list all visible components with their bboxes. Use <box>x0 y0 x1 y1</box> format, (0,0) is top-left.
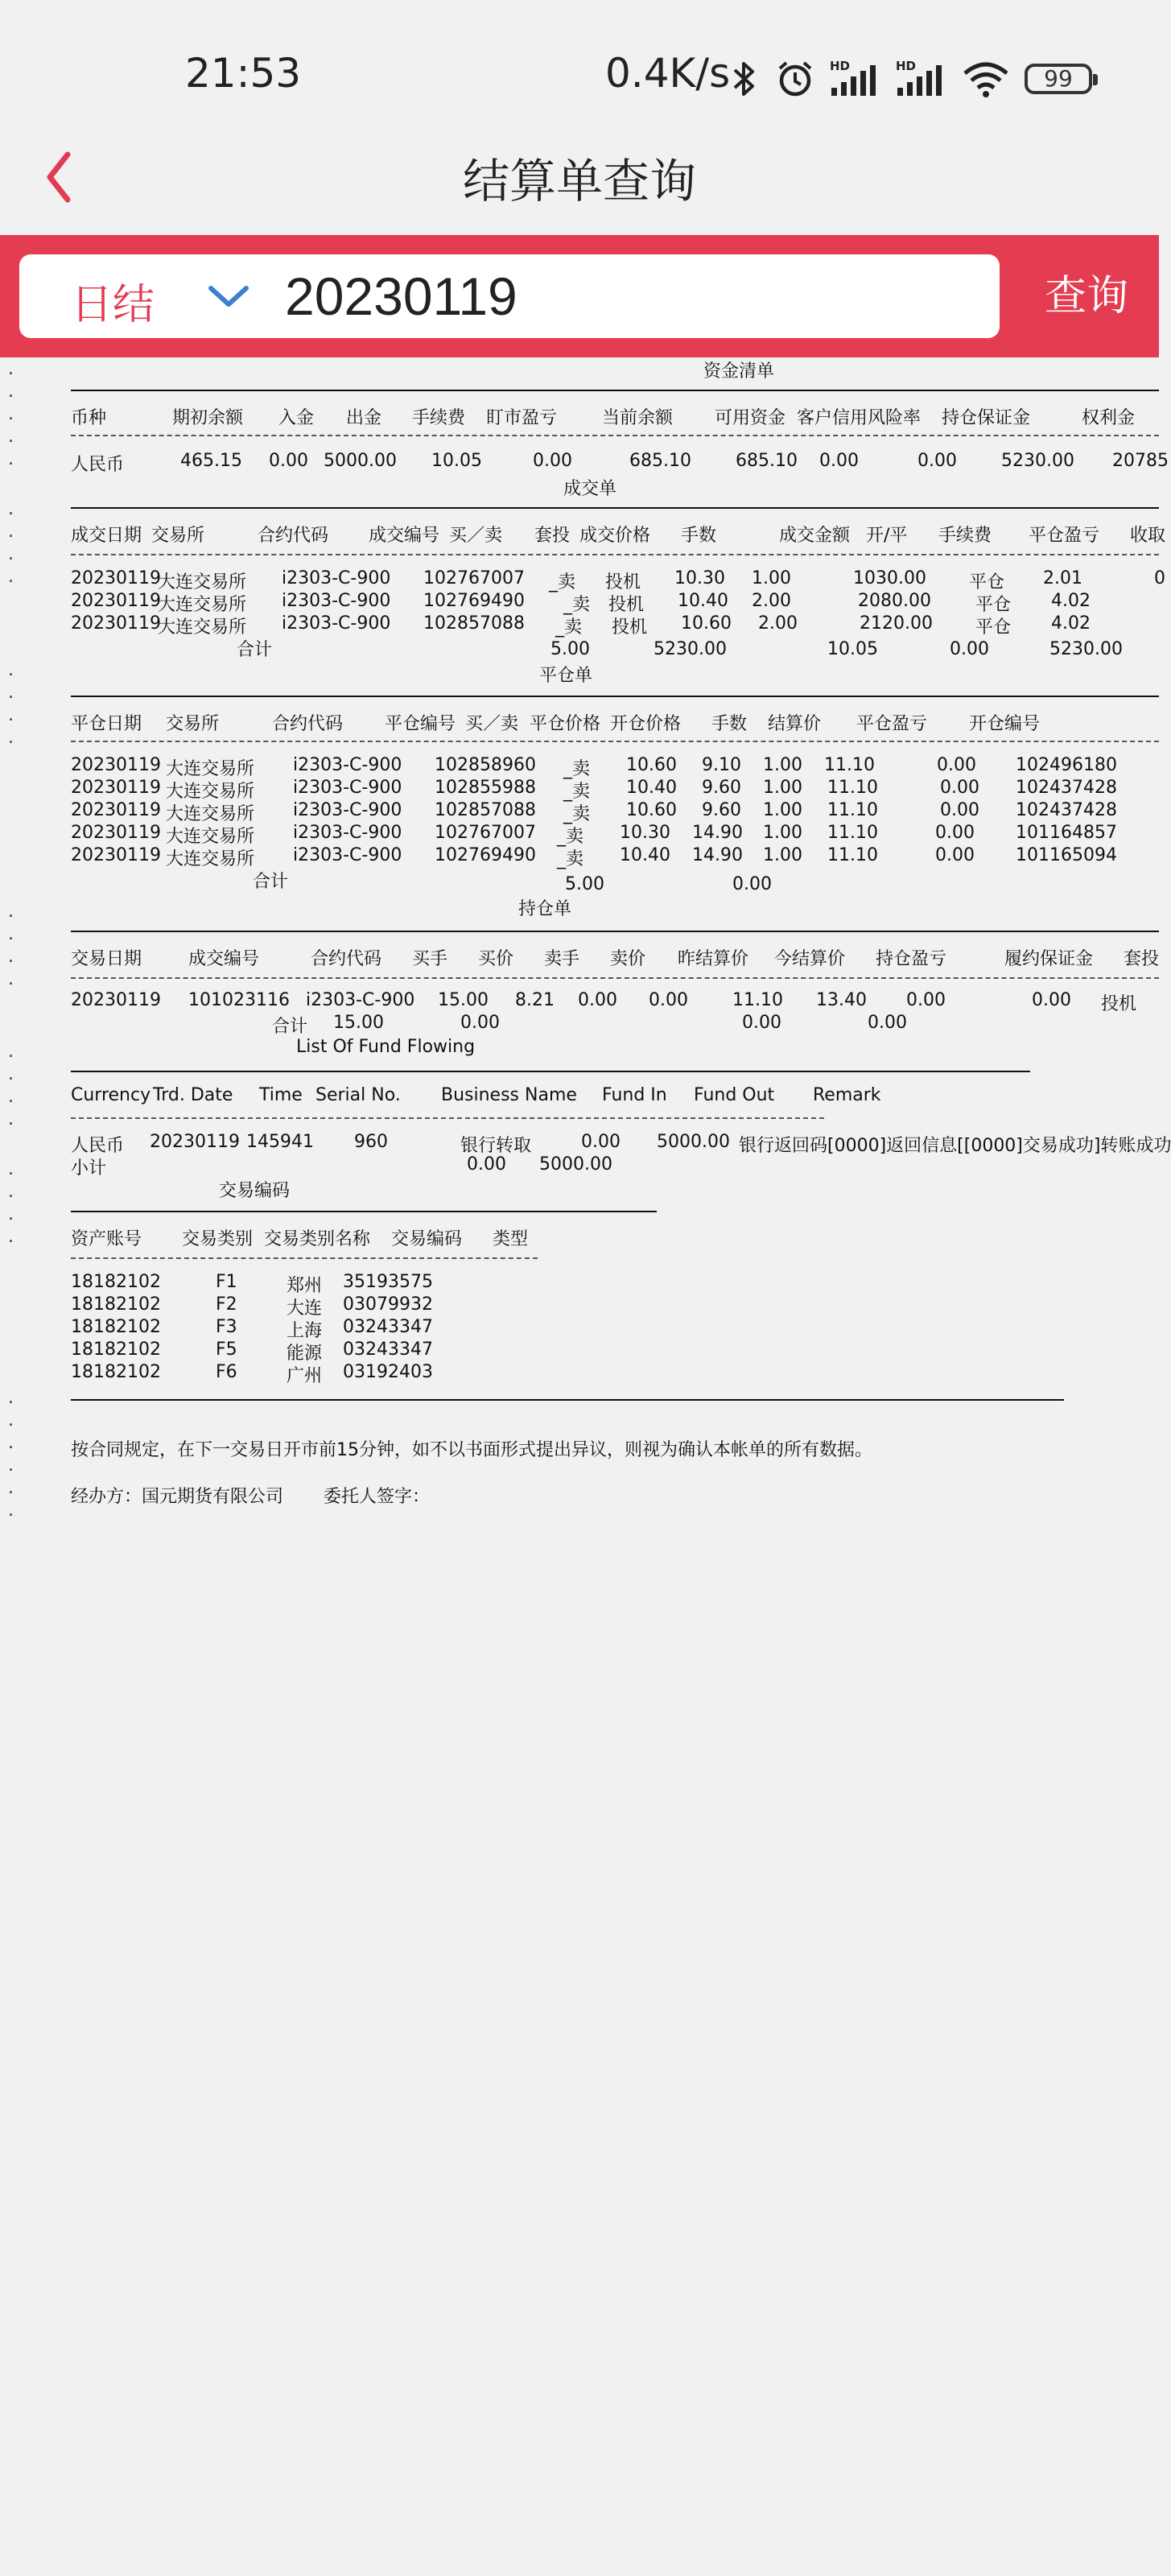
col-header: 交易类别名称 <box>264 1229 371 1249</box>
col-header: Time <box>259 1085 303 1105</box>
fund-section-title: 资金清单 <box>703 361 775 382</box>
col-header: 交易所 <box>166 714 220 734</box>
notice-text: 按合同规定，在下一交易日开市前15分钟，如不以书面形式提出异议，则视为确认本帐单的所有数据。 <box>71 1440 872 1460</box>
table-cell: 102437428 <box>1016 800 1117 820</box>
signature-label: 委托人签字： <box>324 1487 431 1507</box>
table-cell: 郑州 <box>287 1276 323 1296</box>
table-cell: 20230119 <box>71 823 161 843</box>
table-cell: 4.02 <box>1051 613 1091 634</box>
table-cell: 1.00 <box>763 845 802 865</box>
table-cell: 投机 <box>1101 994 1137 1014</box>
table-cell: 大连交易所 <box>166 827 255 847</box>
col-header: 卖手 <box>544 949 580 969</box>
table-cell: 20230119 <box>71 755 161 775</box>
table-cell: 5230.00 <box>1001 451 1074 471</box>
table-cell: 101023116 <box>188 990 290 1010</box>
col-header: Remark <box>813 1085 881 1105</box>
table-cell: 大连交易所 <box>166 804 255 824</box>
codes-section-title: 交易编码 <box>219 1181 291 1201</box>
col-header: 结算价 <box>768 714 822 734</box>
col-header: 出金 <box>346 408 382 428</box>
table-cell: 101165094 <box>1016 845 1117 865</box>
table-cell: 102855988 <box>435 778 536 798</box>
table-cell: 10.40 <box>678 591 728 611</box>
col-header: 手数 <box>711 714 748 734</box>
table-cell: 20230119 <box>71 990 161 1010</box>
table-cell: i2303-C-900 <box>293 845 402 865</box>
table-cell: 2.01 <box>1043 568 1082 588</box>
col-header: 资产账号 <box>71 1229 142 1249</box>
table-cell: i2303-C-900 <box>293 778 402 798</box>
svg-text:HD: HD <box>830 59 851 73</box>
table-cell: 960 <box>354 1132 388 1152</box>
table-cell: 03079932 <box>343 1294 433 1315</box>
col-header: 今结算价 <box>774 949 846 969</box>
table-cell: 9.60 <box>702 800 741 820</box>
table-cell: 20230119 <box>150 1132 240 1152</box>
col-header: 盯市盈亏 <box>486 408 558 428</box>
agent-text: 经办方：国元期货有限公司 <box>71 1487 284 1507</box>
settlement-report: . . . . . . . . . . . . . . . . . . . . . . . . . . . . . . . 资金清单 币种 期初余额 入金 出金 手续费 盯市盈亏 当前余额 可用资金 客户信用风险率 持仓保证金 权利金 人民币 465.15 0.00 5000.00 10.05 0.00 685.10 685.10 0.00 0.00 5230.00 20785 成交单 成交日期 交易所 合约代码 成交编号 买／卖 套投 成交价格 手数 成交金额 开/平 手续费 平仓盈亏 收取 20230119 大连交易所 i2303-C-900 102767007 _卖 投机 10.30 1.00 1030.00 平仓 2.01 0 20230119 大连交易所 i2303-C-900 102769490 _卖 投机 10.40 2.00 2080.00 平仓 4.02 20230119 大连交易所 i2303-C-900 102857088 _卖 投机 10.60 2.00 2120.00 平仓 4.02 合计 5.00 5230.00 10.05 0.00 5230.00 平仓单 平仓日期 交易所 合约代码 平仓编号 买／卖 平仓价格 开仓价格 手数 结算价 平仓盈亏 开仓编号 20230119 大连交易所 i2303-C-900 102858960 _卖 10.60 9.10 1.00 11.10 0.00 102496180 20230119 大连交易所 i2303-C-900 102855988 _卖 10.40 9.60 1.00 11.10 0.00 102437428 20230119 大连交易所 i2303-C-900 102857088 _卖 10.60 9.60 1.00 11.10 0.00 102437428 20230119 大连交易所 i2303-C-900 102767007 _卖 10.30 14.90 1.00 11.10 0.00 101164857 20230119 大连交易所 i2303-C-900 102769490 _卖 10.40 14.90 1.00 11.10 0.00 101165094 合计 5.00 0.00 持仓单 交易日期 成交编号 合约代码 买手 买价 卖手 卖价 昨结算价 今结算价 持仓盈亏 履约保证金 套投 20230119 101023116 i2303-C-900 15.00 8.21 0.00 0.00 11.10 13.40 0.00 0.00 投机 合计 15.00 0.00 0.00 0.00 List Of Fund Flowing Currency Trd. Date Time Serial No. Business Name Fund In Fund Out Remark 人民币 20230119 145941 960 银行转取 0.00 5000.00 银行返回码[0000]返回信息[[0000]交易成功]转账成功 小计 0.00 5000.00 交易编码 资产账号 交易类别 交易类别名称 交易编码 类型 18182102 F1 郑州 35193575 18182102 F2 大连 03079932 18182102 F3 上海 03243347 18182102 F5 能源 03243347 18182102 F6 广州 03192403 按合同规定，在下一交易日开市前15分钟，如不以书面形式提出异议，则视为确认本帐单的所有数据。 经办方：国元期货有限公司 委托人签字： <box>8 359 1171 1521</box>
table-cell: 18182102 <box>71 1340 161 1360</box>
table-cell: 0.00 <box>533 451 572 471</box>
table-cell: 11.10 <box>732 990 783 1010</box>
table-cell: 10.40 <box>620 845 670 865</box>
table-cell: i2303-C-900 <box>293 823 402 843</box>
table-cell: 1.00 <box>763 755 802 775</box>
closes-section-title: 平仓单 <box>539 666 593 686</box>
status-bar <box>0 0 1159 121</box>
divider <box>71 696 1159 697</box>
dashed-divider <box>71 1257 538 1259</box>
table-cell: 11.10 <box>827 845 878 865</box>
table-cell: 大连交易所 <box>166 849 255 869</box>
table-cell: 银行返回码[0000]返回信息[[0000]交易成功]转账成功 <box>739 1136 1171 1156</box>
col-header: Fund In <box>602 1085 667 1105</box>
table-cell: 1.00 <box>763 800 802 820</box>
trades-section-title: 成交单 <box>563 479 617 499</box>
table-cell: 102769490 <box>435 845 536 865</box>
table-cell: 10.05 <box>827 639 878 659</box>
table-cell: 10.60 <box>681 613 732 634</box>
table-cell: 11.10 <box>824 755 875 775</box>
table-cell: 0 <box>1154 568 1165 588</box>
table-cell: 03192403 <box>343 1362 433 1382</box>
table-cell: 5.00 <box>565 874 604 894</box>
table-cell: 102858960 <box>435 755 536 775</box>
table-cell: 4.02 <box>1051 591 1091 611</box>
status-icons <box>728 56 1092 101</box>
col-header: 成交日期 <box>71 526 142 546</box>
table-cell: 11.10 <box>827 823 878 843</box>
table-cell: 大连 <box>287 1298 323 1319</box>
divider <box>71 1071 1030 1072</box>
table-cell: 685.10 <box>736 451 798 471</box>
table-cell: 0.00 <box>460 1013 500 1033</box>
table-cell: 11.10 <box>827 800 878 820</box>
col-header: 手续费 <box>412 408 466 428</box>
table-cell: 上海 <box>287 1321 323 1341</box>
table-cell: F5 <box>216 1340 237 1360</box>
table-cell: 18182102 <box>71 1317 161 1337</box>
col-header: 成交编号 <box>188 949 260 969</box>
col-header: 套投 <box>1124 949 1160 969</box>
col-header: 收取 <box>1130 526 1166 546</box>
divider <box>71 390 1159 391</box>
col-header: 交易所 <box>151 526 205 546</box>
table-cell: 2.00 <box>752 591 791 611</box>
table-cell: 平仓 <box>969 572 1005 592</box>
table-cell: F1 <box>216 1272 237 1292</box>
table-cell: i2303-C-900 <box>306 990 415 1010</box>
col-header: 交易编码 <box>391 1229 463 1249</box>
wifi-icon <box>962 59 1010 99</box>
table-cell: i2303-C-900 <box>293 755 402 775</box>
table-cell: 0.00 <box>868 1013 907 1033</box>
table-cell: 1030.00 <box>853 568 926 588</box>
bluetooth-icon <box>728 59 761 99</box>
table-cell: 0.00 <box>732 874 772 894</box>
table-cell: 10.60 <box>626 755 677 775</box>
nav-bar <box>0 121 1159 233</box>
dashed-divider <box>71 741 1159 742</box>
col-header: 买／卖 <box>465 714 519 734</box>
table-cell: _卖 <box>563 782 591 802</box>
col-header: 套投 <box>534 526 571 546</box>
table-cell: 102496180 <box>1016 755 1117 775</box>
col-header: 开仓编号 <box>969 714 1041 734</box>
table-cell: 102437428 <box>1016 778 1117 798</box>
network-speed: 0.4K/s <box>605 50 731 97</box>
table-cell: 大连交易所 <box>158 572 247 592</box>
table-cell: 10.30 <box>674 568 725 588</box>
col-header: 入金 <box>278 408 315 428</box>
table-cell: 15.00 <box>333 1013 384 1033</box>
col-header: 持仓保证金 <box>942 408 1031 428</box>
table-cell: 0.00 <box>581 1132 621 1152</box>
period-select[interactable]: 日结 <box>71 281 155 329</box>
divider <box>71 507 1159 509</box>
dashed-divider <box>71 977 1159 979</box>
table-cell: _卖 <box>555 617 583 638</box>
col-header: 合约代码 <box>311 949 382 969</box>
table-cell: 10.60 <box>626 800 677 820</box>
table-cell: 2080.00 <box>858 591 931 611</box>
table-cell: 2.00 <box>758 613 798 634</box>
table-cell: 能源 <box>287 1344 323 1364</box>
chevron-down-icon[interactable] <box>204 277 253 316</box>
table-cell: 9.10 <box>702 755 741 775</box>
table-cell: i2303-C-900 <box>282 568 391 588</box>
col-header: 手续费 <box>938 526 992 546</box>
table-cell: 20230119 <box>71 845 161 865</box>
col-header: 成交价格 <box>579 526 651 546</box>
table-cell: 145941 <box>246 1132 314 1152</box>
positions-section-title: 持仓单 <box>518 899 572 919</box>
col-header: 履约保证金 <box>1004 949 1094 969</box>
table-cell: 投机 <box>608 595 645 615</box>
col-header: 平仓日期 <box>71 714 142 734</box>
table-cell: 人民币 <box>71 455 125 475</box>
table-cell: 10.05 <box>431 451 482 471</box>
col-header: 类型 <box>493 1229 529 1249</box>
svg-text:HD: HD <box>896 59 917 73</box>
col-header: 开/平 <box>866 526 908 546</box>
table-cell: 5230.00 <box>1049 639 1123 659</box>
table-cell: _卖 <box>549 572 576 592</box>
table-cell: 101164857 <box>1016 823 1117 843</box>
table-cell: 03243347 <box>343 1340 433 1360</box>
col-header: 平仓价格 <box>530 714 601 734</box>
col-header: 平仓盈亏 <box>856 714 928 734</box>
table-cell: 18182102 <box>71 1272 161 1292</box>
table-cell: 20230119 <box>71 613 161 634</box>
table-cell: 20230119 <box>71 591 161 611</box>
table-cell: 102857088 <box>435 800 536 820</box>
table-cell: 0.00 <box>917 451 957 471</box>
table-cell: 13.40 <box>816 990 867 1010</box>
table-cell: i2303-C-900 <box>293 800 402 820</box>
table-cell: 大连交易所 <box>158 595 247 615</box>
query-button[interactable]: 查询 <box>1044 272 1128 320</box>
table-cell: 0.00 <box>935 845 975 865</box>
table-cell: _卖 <box>563 595 591 615</box>
table-cell: 0.00 <box>649 990 688 1010</box>
table-cell: _卖 <box>557 849 584 869</box>
col-header: Business Name <box>441 1085 577 1105</box>
table-cell: 03243347 <box>343 1317 433 1337</box>
table-cell: 20230119 <box>71 778 161 798</box>
table-cell: 1.00 <box>763 823 802 843</box>
table-cell: 5000.00 <box>539 1154 612 1174</box>
table-cell: 0.00 <box>742 1013 781 1033</box>
dashed-divider <box>71 554 1159 555</box>
table-cell: 15.00 <box>438 990 489 1010</box>
page-title: 结算单查询 <box>462 154 696 208</box>
table-cell: 0.00 <box>819 451 859 471</box>
table-cell: 9.60 <box>702 778 741 798</box>
col-header: 交易类别 <box>182 1229 254 1249</box>
table-cell: 0.00 <box>940 778 979 798</box>
table-cell: 18182102 <box>71 1362 161 1382</box>
table-cell: 8.21 <box>515 990 555 1010</box>
table-cell: 11.10 <box>827 778 878 798</box>
table-cell: _卖 <box>563 759 591 779</box>
table-cell: 685.10 <box>629 451 691 471</box>
table-cell: 0.00 <box>950 639 989 659</box>
table-cell: F2 <box>216 1294 237 1315</box>
table-cell: 102857088 <box>423 613 525 634</box>
col-header: 合约代码 <box>272 714 344 734</box>
col-header: 手数 <box>681 526 717 546</box>
table-cell: 0.00 <box>906 990 946 1010</box>
signal-hd-icon <box>830 59 881 99</box>
col-header: 成交金额 <box>779 526 851 546</box>
table-cell: 35193575 <box>343 1272 433 1292</box>
query-input-box <box>19 254 1000 338</box>
table-cell: 1.00 <box>752 568 791 588</box>
table-cell: 10.40 <box>626 778 677 798</box>
table-cell: 0.00 <box>578 990 617 1010</box>
col-header: 买手 <box>412 949 448 969</box>
table-cell: 102767007 <box>423 568 525 588</box>
table-cell: 大连交易所 <box>158 617 247 638</box>
col-header: 合约代码 <box>258 526 329 546</box>
signal-hd-icon <box>896 59 947 99</box>
total-label: 合计 <box>272 1017 308 1037</box>
col-header: 开仓价格 <box>610 714 682 734</box>
alarm-icon <box>775 59 815 99</box>
table-cell: F3 <box>216 1317 237 1337</box>
col-header: 期初余额 <box>172 408 244 428</box>
table-cell: 0.00 <box>1032 990 1071 1010</box>
status-time: 21:53 <box>185 50 302 97</box>
col-header: 平仓盈亏 <box>1029 526 1100 546</box>
table-cell: 10.30 <box>620 823 670 843</box>
col-header: 交易日期 <box>71 949 142 969</box>
table-cell: 0.00 <box>937 755 976 775</box>
table-cell: 0.00 <box>467 1154 506 1174</box>
table-cell: 14.90 <box>692 823 743 843</box>
col-header: 客户信用风险率 <box>797 408 922 428</box>
table-cell: 大连交易所 <box>166 759 255 779</box>
divider <box>71 1399 1064 1401</box>
table-cell: 平仓 <box>975 595 1012 615</box>
divider <box>71 931 1159 932</box>
col-header: 平仓编号 <box>385 714 456 734</box>
dashed-divider <box>71 1117 824 1119</box>
col-header: 昨结算价 <box>678 949 749 969</box>
table-cell: 20785 <box>1112 451 1169 471</box>
table-cell: 465.15 <box>180 451 242 471</box>
table-cell: 102767007 <box>435 823 536 843</box>
table-cell: 0.00 <box>940 800 979 820</box>
table-cell: 102769490 <box>423 591 525 611</box>
total-label: 合计 <box>237 640 273 660</box>
divider <box>71 1211 657 1212</box>
col-header: 买价 <box>478 949 514 969</box>
table-cell: 0.00 <box>269 451 308 471</box>
date-input[interactable] <box>285 254 977 338</box>
table-cell: 2120.00 <box>860 613 933 634</box>
col-header: 当前余额 <box>602 408 674 428</box>
table-cell: 0.00 <box>935 823 975 843</box>
fund-flow-section-title: List Of Fund Flowing <box>296 1037 476 1057</box>
table-cell: 5000.00 <box>324 451 397 471</box>
query-bar <box>0 235 1159 357</box>
col-header: 成交编号 <box>369 526 440 546</box>
battery-level: 99 <box>1044 65 1073 92</box>
table-cell: 14.90 <box>692 845 743 865</box>
table-cell: 20230119 <box>71 800 161 820</box>
table-cell: 20230119 <box>71 568 161 588</box>
col-header: 买／卖 <box>449 526 503 546</box>
table-cell: 18182102 <box>71 1294 161 1315</box>
col-header: 币种 <box>71 408 107 428</box>
table-cell: 投机 <box>605 572 641 592</box>
col-header: 可用资金 <box>715 408 786 428</box>
table-cell: 银行转取 <box>460 1136 532 1156</box>
col-header: Currency <box>71 1085 151 1105</box>
table-cell: 1.00 <box>763 778 802 798</box>
col-header: 卖价 <box>610 949 646 969</box>
table-cell: 大连交易所 <box>166 782 255 802</box>
dashed-divider <box>71 435 1159 436</box>
table-cell: 投机 <box>612 617 648 638</box>
table-cell: 广州 <box>287 1366 323 1386</box>
subtotal-label: 小计 <box>71 1158 107 1179</box>
table-cell: F6 <box>216 1362 237 1382</box>
col-header: Trd. Date <box>153 1085 233 1105</box>
col-header: Serial No. <box>315 1085 401 1105</box>
table-cell: 5230.00 <box>654 639 727 659</box>
col-header: 权利金 <box>1082 408 1136 428</box>
table-cell: _卖 <box>563 804 591 824</box>
table-cell: 平仓 <box>975 617 1012 638</box>
col-header: Fund Out <box>694 1085 775 1105</box>
table-cell: 5000.00 <box>657 1132 730 1152</box>
table-cell: 5.00 <box>550 639 590 659</box>
table-cell: i2303-C-900 <box>282 591 391 611</box>
table-cell: _卖 <box>557 827 584 847</box>
col-header: 持仓盈亏 <box>876 949 947 969</box>
table-cell: i2303-C-900 <box>282 613 391 634</box>
battery-icon <box>1025 64 1092 94</box>
table-cell: 人民币 <box>71 1136 125 1156</box>
total-label: 合计 <box>253 872 289 892</box>
